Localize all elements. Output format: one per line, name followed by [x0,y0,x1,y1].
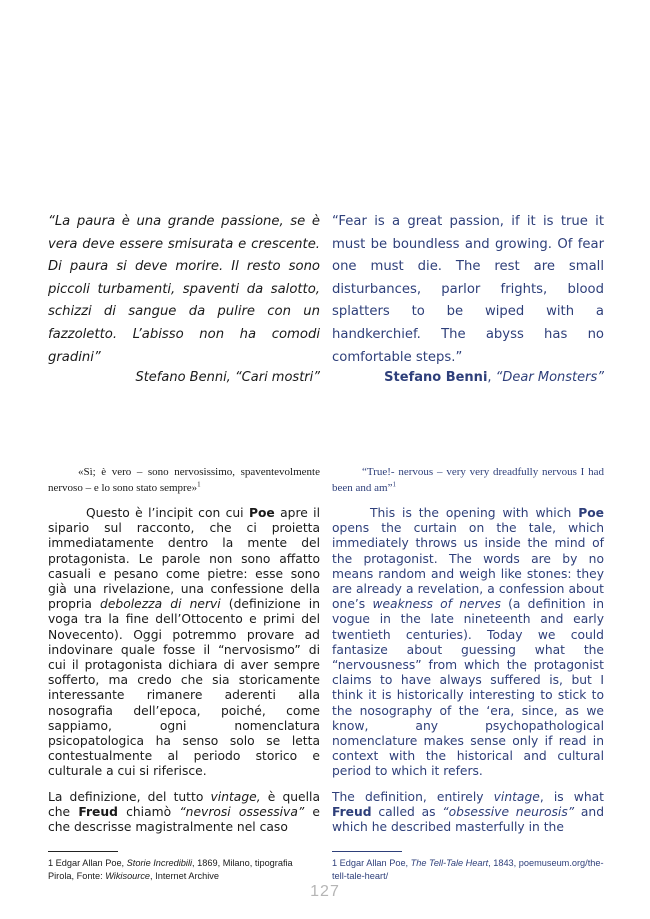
text-run: e che descrisse magistralmente nel caso [48,805,320,835]
text-run: , Internet Archive [150,871,219,881]
author-separator: , [487,370,496,385]
text-run: chiamò [117,805,180,820]
book-title: Storie Incredibili [126,858,193,868]
text-run: Questo è l’incipit con cui [86,506,249,520]
footnote-ref: 1 [392,479,396,488]
poe-name: Poe [248,506,275,520]
text-run: (a definition in vogue in the late nineteenth and early twentieth centuries). Today we could fantasize about guessing what the “nervousness” from which the protagonist claims to have always suffered is, but I think it is historically interesting to stick to the nosography of the ‘era, since, as we know, any psychopathological nomenclature makes sense only if read in context with the historical and cultural period to which it refers. [332,597,604,779]
text-run: , is what [539,790,604,804]
italic-term: “nevrosi ossessiva” [179,805,305,820]
footnote-italian [48,857,320,883]
author-name: Stefano Benni [384,370,488,385]
book-title: The Tell-Tale Heart [410,858,489,868]
italian-paragraph-1 [48,506,320,780]
footnote-divider [48,851,118,852]
footnote-english [332,857,604,883]
english-paragraph-1 [332,506,604,780]
italic-term: weakness of nerves [372,597,501,612]
freud-name: Freud [332,805,372,820]
poe-quote-italian [48,465,320,496]
epigraph-english-author [332,370,604,385]
source-name: Wikisource [105,871,151,881]
text-run: and which he described masterfully in the [332,805,604,835]
poe-quote-italian-text: «Sì; è vero – sono nervosissimo, spaventevolmente nervoso – e lo sono stato sempre» [48,466,320,494]
text-run: This is the opening with which [370,506,579,520]
poe-quote-english-text: “True!- nervous – very very dreadfully nervous I had been and am” [332,466,604,494]
text-run: è quella che [48,790,320,820]
freud-name: Freud [78,805,118,820]
text-run: 1 Edgar Allan Poe, [332,858,411,868]
english-paragraph-2 [332,790,604,836]
text-run: , 1869, Milano, tipografia Pirola, Fonte: [48,858,293,881]
epigraph-italian: “La paura è una grande passione, se è vera deve essere smisurata e crescente. Di paura si deve morire. Il resto sono piccoli turbamenti, spaventi da salotto, schizzi di sangue da pulire con un fazzoletto. L’abisso non ha comodi gradini” [48,214,320,365]
page-number: 127 [310,883,340,900]
epigraph-italian-author: Stefano Benni, “Cari mostri” [135,370,320,385]
text-run: 1 Edgar Allan Poe, [48,858,127,868]
author-work: “Dear Monsters” [495,370,604,385]
text-run: (definizione in voga tra la fine dell’Ottocento e primi del Novecento). Oggi potremmo provare ad indovinare quale fosse il “nervosismo” di cui il protagonista dichiara di aver sempre sofferto, ma credo che sia storicamente interessante rimanere aderenti alla nosografia dell’epoca, poiché, come sappiamo, ogni nomenclatura psicopatologica ha senso solo se letta contestualmente al periodo storico e culturale a cui si riferisce. [48,597,320,779]
poe-name: Poe [578,506,604,520]
footnote-ref: 1 [197,479,201,488]
text-run: called as [371,805,443,820]
footnote-divider [332,851,402,852]
text-run: opens the curtain on the tale, which immediately throws us inside the mind of the protagonist. The words are by no means random and weigh like stones: they are already a revelation, a confession about one’s [332,521,604,612]
text-run: , 1843, poemuseum.org/the-tell-tale-heart/ [332,858,604,881]
text-run: apre il sipario sul racconto, che ci proietta immediatamente dentro la mente del protagonista. Le parole non sono affatto casuali e pesano come pietre: esse sono già una rivelazione, una confessione della propria [48,506,320,612]
italian-paragraph-2 [48,790,320,836]
text-run: The definition, entirely [332,790,494,804]
italic-term: vintage [493,790,540,804]
italic-term: “obsessive neurosis” [442,805,575,820]
italic-term: vintage, [210,790,261,804]
italic-term: debolezza di nervi [100,597,221,612]
poe-quote-english [332,465,604,496]
text-run: La definizione, del tutto [48,790,211,804]
epigraph-english: “Fear is a great passion, if it is true it must be boundless and growing. Of fear one must die. The rest are small disturbances, parlor frights, blood splatters to be wiped with a handkerchief. The abyss has no comfortable steps.” [332,214,604,365]
